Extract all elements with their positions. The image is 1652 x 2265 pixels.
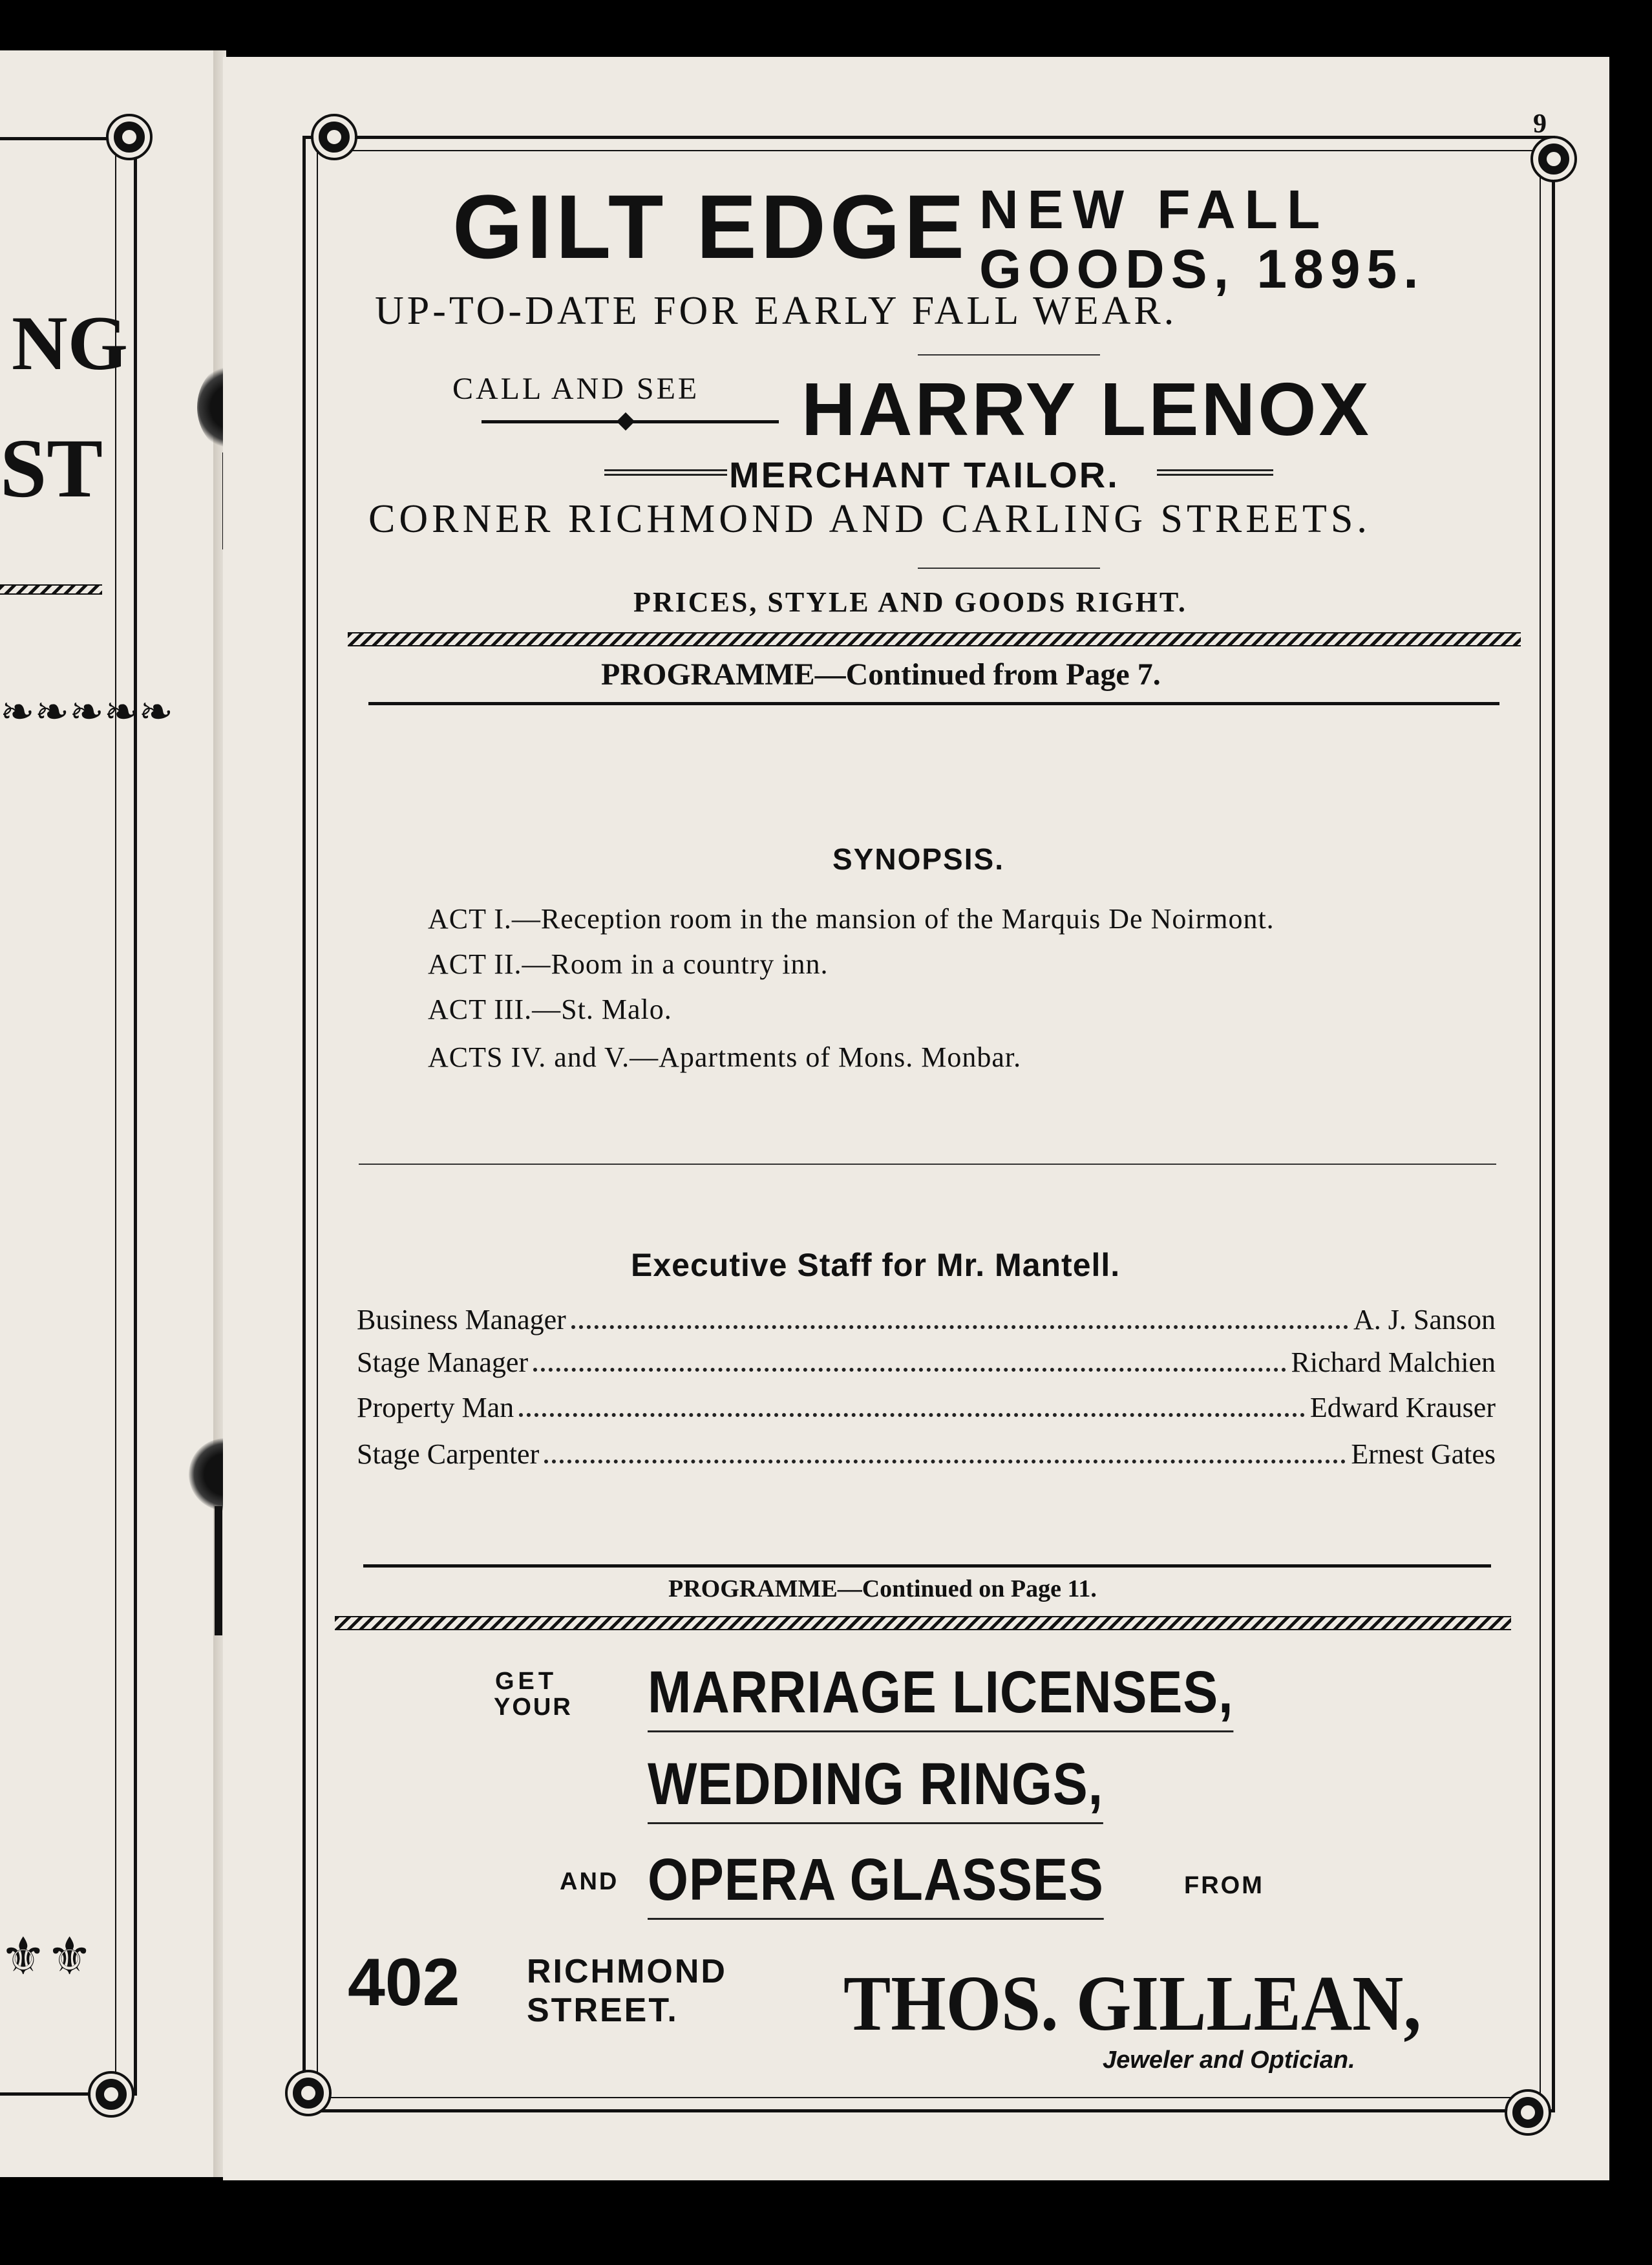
ad-brand: GILT EDGE xyxy=(452,176,969,277)
synopsis-act: ACTS IV. and V.—Apartments of Mons. Monbar. xyxy=(428,1041,1022,1073)
corner-rosette-icon xyxy=(1533,138,1574,180)
leader-dots xyxy=(519,1413,1305,1417)
tailor-name: HARRY LENOX xyxy=(801,367,1371,451)
ad-and: AND xyxy=(560,1868,619,1895)
corner-rosette-icon xyxy=(90,2074,132,2115)
staff-name: Edward Krauser xyxy=(1309,1392,1496,1423)
adjacent-hatch-rule xyxy=(0,584,102,595)
divider-rule xyxy=(918,568,1100,569)
tailor-trade: MERCHANT TAILOR. xyxy=(729,454,1119,495)
divider-rule xyxy=(363,1564,1491,1568)
adjacent-fragment-text: ST xyxy=(0,422,103,515)
divider-rule xyxy=(368,702,1499,705)
adjacent-fragment-text: NG xyxy=(12,300,128,386)
ink-smudge xyxy=(215,1506,222,1635)
street-name: STREET. xyxy=(527,1992,679,2029)
merchant-trade: Jeweler and Optician. xyxy=(1103,2047,1355,2074)
ad-slogan: PRICES, STYLE AND GOODS RIGHT. xyxy=(633,586,1187,618)
divider-rule xyxy=(359,1164,1496,1165)
ad-line: OPERA GLASSES xyxy=(648,1846,1104,1920)
synopsis-act: ACT II.—Room in a country inn. xyxy=(428,948,829,980)
staff-role: Stage Carpenter xyxy=(357,1438,540,1470)
divider-rule xyxy=(918,354,1100,356)
staff-name: A. J. Sanson xyxy=(1353,1304,1496,1335)
divider-rule xyxy=(604,469,727,476)
street-number: 402 xyxy=(348,1945,460,2020)
staff-name: Richard Malchien xyxy=(1291,1346,1496,1378)
staff-role: Business Manager xyxy=(357,1304,566,1335)
merchant-name: THOS. GILLEAN, xyxy=(843,1960,1421,2047)
hatched-divider xyxy=(335,1616,1511,1630)
ad-headline: NEW FALL xyxy=(979,179,1329,240)
programme-continued-from: PROGRAMME—Continued from Page 7. xyxy=(601,657,1161,692)
staff-row xyxy=(357,1438,1496,1471)
corner-rosette-icon xyxy=(288,2072,329,2114)
ad-call-and-see: CALL AND SEE xyxy=(452,372,700,406)
hatched-divider xyxy=(348,632,1521,646)
page-number: 9 xyxy=(1533,109,1547,139)
ad-headline: GOODS, 1895. xyxy=(979,239,1425,299)
ad-line: WEDDING RINGS, xyxy=(648,1750,1103,1824)
staff-row xyxy=(357,1346,1496,1379)
ad-from: FROM xyxy=(1184,1872,1264,1899)
adjacent-page-frame-edge xyxy=(115,137,116,2096)
ad-line: MARRIAGE LICENSES, xyxy=(648,1659,1233,1732)
staff-role: Property Man xyxy=(357,1392,514,1423)
ad-your: YOUR xyxy=(494,1694,573,1721)
staff-name: Ernest Gates xyxy=(1351,1438,1496,1470)
staff-role: Stage Manager xyxy=(357,1346,529,1378)
ad-tagline: UP-TO-DATE FOR EARLY FALL WEAR. xyxy=(375,289,1178,333)
staff-row xyxy=(357,1391,1496,1424)
street-name: RICHMOND xyxy=(527,1953,727,1990)
divider-rule xyxy=(1157,469,1273,476)
corner-rosette-icon xyxy=(1507,2092,1549,2133)
leader-dots xyxy=(544,1460,1346,1463)
adjacent-ornament: ⚜⚜ xyxy=(0,1929,93,1986)
staff-heading: Executive Staff for Mr. Mantell. xyxy=(631,1247,1121,1283)
leader-dots xyxy=(571,1325,1348,1329)
corner-rosette-icon xyxy=(313,116,355,158)
adjacent-ornament: ❧❧❧❧❧ xyxy=(0,689,174,735)
synopsis-act: ACT III.—St. Malo. xyxy=(428,994,672,1025)
staff-row xyxy=(357,1303,1496,1336)
ad-get: GET xyxy=(495,1668,558,1695)
corner-rosette-icon xyxy=(109,116,150,158)
programme-continued-on: PROGRAMME—Continued on Page 11. xyxy=(668,1575,1097,1602)
synopsis-act: ACT I.—Reception room in the mansion of the Marquis De Noirmont. xyxy=(428,903,1275,935)
synopsis-heading: SYNOPSIS. xyxy=(832,842,1004,876)
tailor-address: CORNER RICHMOND AND CARLING STREETS. xyxy=(368,497,1371,541)
leader-dots xyxy=(533,1368,1286,1372)
